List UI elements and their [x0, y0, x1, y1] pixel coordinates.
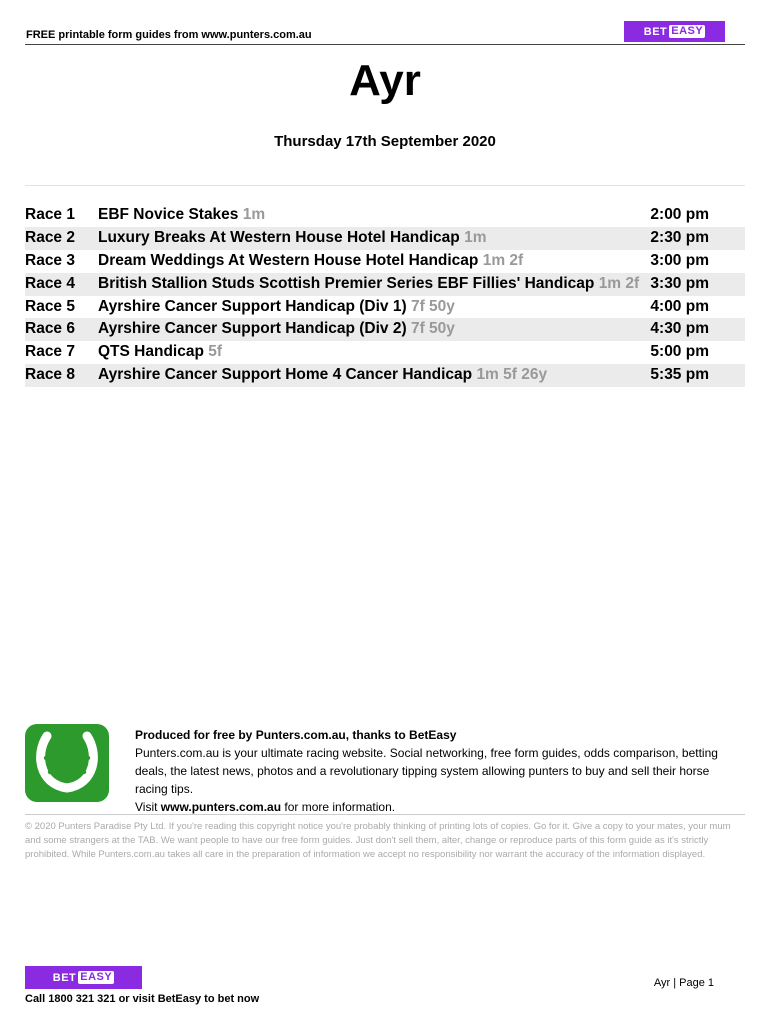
page-label: Ayr | Page 1	[653, 977, 714, 989]
race-time: 2:30 pm	[650, 228, 709, 246]
beteasy-logo-bottom[interactable]	[25, 966, 142, 989]
race-row	[25, 341, 745, 364]
produced-body: Punters.com.au is your ultimate racing website. Social networking, free form guides, odds comparison, betting deals, the latest news, photos and a revolutionary tipping system allowing punters to buy and sell their horse racing tips.	[135, 746, 718, 796]
race-number: Race 7	[25, 343, 75, 361]
race-distance: 1m 2f	[482, 251, 524, 269]
race-distance: 7f 50y	[410, 297, 455, 315]
race-time: 5:35 pm	[650, 366, 709, 384]
race-row	[25, 273, 745, 296]
copyright-notice: © 2020 Punters Paradise Pty Ltd. If you're reading this copyright notice you're probably thinking of printing lots of copies. Go for it. Give a copy to your mates, your mum and some strangers at the TAB. We want people to have our free form guides. Just don't sell them, alter, change or reproduce parts of this form guide as it's strictly prohibited. While Punters.com.au takes all care in the preparation of information we accept no responsibility nor warrant the accuracy of the information displayed.	[25, 821, 731, 860]
race-distance: 1m 5f 26y	[476, 366, 548, 384]
punters-link[interactable]: www.punters.com.au	[160, 800, 282, 814]
race-name: Ayrshire Cancer Support Home 4 Cancer Handicap	[98, 366, 473, 384]
visit-prefix: Visit	[135, 800, 161, 814]
race-row	[25, 250, 745, 273]
footer-divider	[25, 814, 745, 815]
beteasy-logo-top[interactable]	[624, 21, 725, 42]
race-distance: 1m	[464, 228, 487, 246]
race-list	[25, 204, 745, 387]
race-name: Ayrshire Cancer Support Handicap (Div 1)	[98, 297, 407, 315]
meeting-title: Ayr	[349, 56, 421, 105]
logo-easy-text: EASY	[671, 25, 704, 38]
race-row	[25, 227, 745, 250]
race-name-cell	[98, 364, 547, 387]
header-text: FREE printable form guides from www.punters.com.au	[26, 29, 312, 41]
race-distance: 1m	[242, 206, 266, 223]
race-distance: 1m 2f	[598, 274, 640, 292]
race-row	[25, 364, 745, 387]
logo-bet-text: BET	[52, 971, 77, 984]
race-time: 4:00 pm	[650, 297, 709, 315]
race-time: 5:00 pm	[650, 343, 709, 361]
race-time: 3:30 pm	[650, 274, 709, 292]
race-number: Race 8	[25, 366, 75, 384]
visit-suffix: for more information.	[281, 800, 396, 814]
race-time: 4:30 pm	[650, 320, 709, 338]
section-divider	[25, 185, 745, 186]
meeting-date: Thursday 17th September 2020	[274, 133, 496, 150]
produced-block	[135, 726, 745, 816]
produced-title: Produced for free by Punters.com.au, thanks to BetEasy	[135, 728, 457, 742]
race-number: Race 5	[25, 297, 75, 315]
race-name-cell	[98, 273, 639, 296]
race-name: British Stallion Studs Scottish Premier Series EBF Fillies' Handicap	[98, 274, 595, 292]
race-distance: 5f	[208, 343, 223, 361]
race-name: Luxury Breaks At Western House Hotel Handicap	[98, 228, 460, 246]
race-name-cell	[98, 296, 455, 319]
horseshoe-icon	[25, 724, 109, 802]
header-divider	[25, 44, 745, 45]
race-name-cell	[98, 341, 222, 364]
race-name: Dream Weddings At Western House Hotel Handicap	[98, 251, 479, 269]
call-to-action: Call 1800 321 321 or visit BetEasy to bet now	[25, 993, 260, 1005]
logo-bet-text: BET	[643, 25, 668, 38]
race-row	[25, 296, 745, 319]
race-name: EBF Novice Stakes	[98, 206, 239, 223]
race-name: QTS Handicap	[98, 343, 204, 361]
race-number: Race 4	[25, 274, 75, 292]
race-distance: 7f 50y	[410, 320, 455, 338]
race-time: 2:00 pm	[650, 206, 709, 223]
race-row	[25, 318, 745, 341]
race-number: Race 3	[25, 251, 75, 269]
race-name: Ayrshire Cancer Support Handicap (Div 2)	[98, 320, 407, 338]
race-name-cell	[98, 250, 523, 273]
race-name-cell	[98, 227, 486, 250]
race-number: Race 2	[25, 228, 75, 246]
race-number: Race 6	[25, 320, 75, 338]
logo-easy-text: EASY	[80, 971, 113, 984]
race-name-cell	[98, 318, 455, 341]
race-time: 3:00 pm	[650, 251, 709, 269]
race-name-cell	[98, 204, 265, 227]
race-row	[25, 204, 745, 227]
race-number: Race 1	[25, 206, 75, 223]
